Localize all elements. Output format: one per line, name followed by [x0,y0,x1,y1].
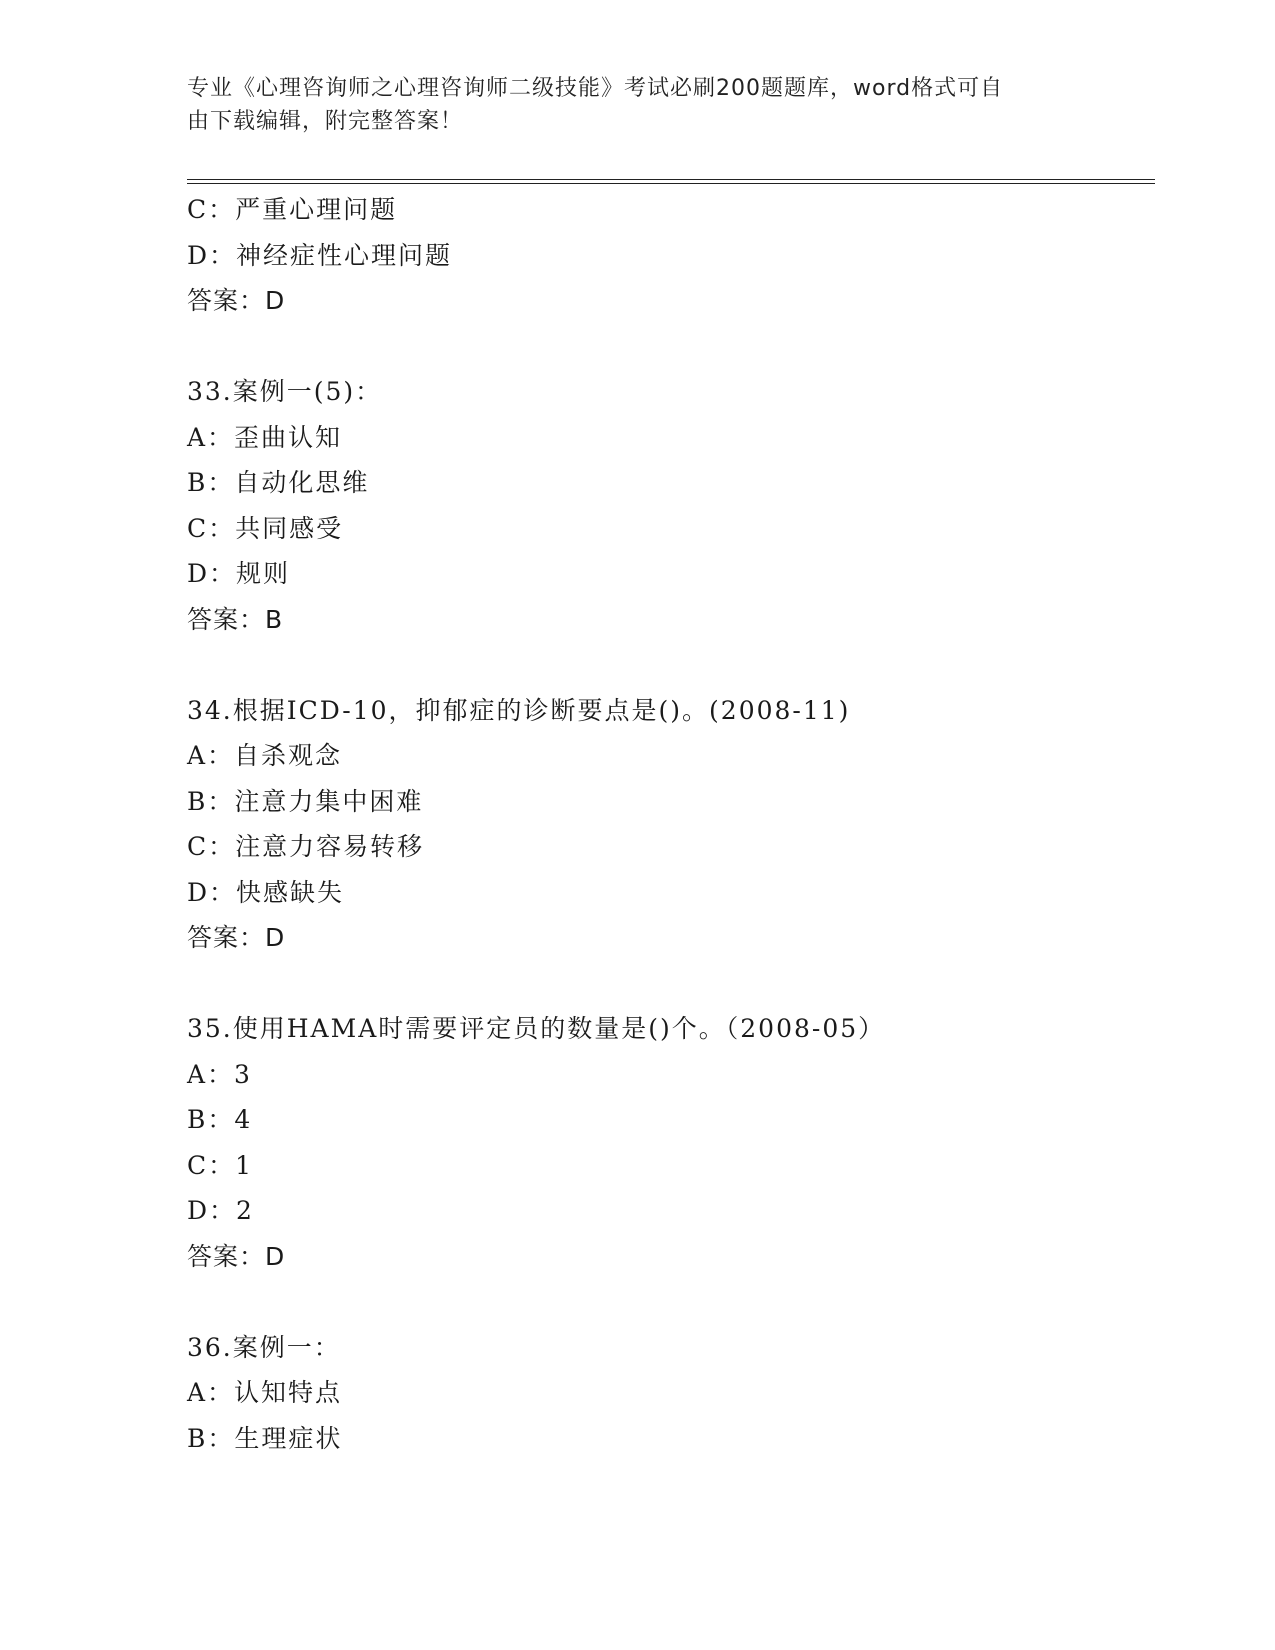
answer-line: 答案：D [187,923,286,952]
question-stem: 33.案例一(5)： [187,377,383,406]
option-b: B：4 [187,1105,253,1134]
intro-text-line-1: 专业《心理咨询师之心理咨询师二级技能》考试必刷200题题库，word格式可自 [187,76,1004,101]
spacer [187,642,1155,688]
option-c: C：1 [187,1150,254,1180]
option-a: A：歪曲认知 [187,422,343,452]
option-a: A：自杀观念 [187,741,343,770]
option-d: D：快感缺失 [187,877,345,907]
option-d: D：神经症性心理问题 [187,240,453,270]
option-b: B：自动化思维 [187,468,370,497]
answer-line: 答案：D [187,286,286,315]
question-block-35 [187,1006,1155,1279]
header-divider-bottom [187,183,1155,184]
option-d: D：2 [187,1196,254,1225]
option-c: C：共同感受 [187,513,344,543]
document-header [187,72,1067,138]
question-block-36 [187,1325,1155,1462]
answer-line: 答案：B [187,604,284,634]
option-b: B：生理症状 [187,1423,343,1453]
question-block-34 [187,688,1155,961]
option-a: A：认知特点 [187,1378,343,1407]
question-stem: 34.根据ICD-10，抑郁症的诊断要点是()。(2008-11) [187,695,851,725]
question-list [187,187,1155,1461]
spacer [187,961,1155,1007]
answer-line: 答案：D [187,1241,286,1271]
option-c: C：注意力容易转移 [187,832,425,861]
spacer [187,1279,1155,1325]
question-stem: 36.案例一： [187,1332,341,1362]
intro-text-line-2: 由下载编辑，附完整答案！ [187,109,464,134]
header-divider-top [187,179,1155,180]
question-stem: 35.使用HAMA时需要评定员的数量是()个。（2008-05） [187,1014,886,1043]
spacer [187,324,1155,370]
question-block-33 [187,369,1155,642]
option-c: C：严重心理问题 [187,195,398,224]
option-d: D：规则 [187,559,291,588]
option-b: B：注意力集中困难 [187,786,424,816]
option-a: A：3 [187,1059,252,1089]
